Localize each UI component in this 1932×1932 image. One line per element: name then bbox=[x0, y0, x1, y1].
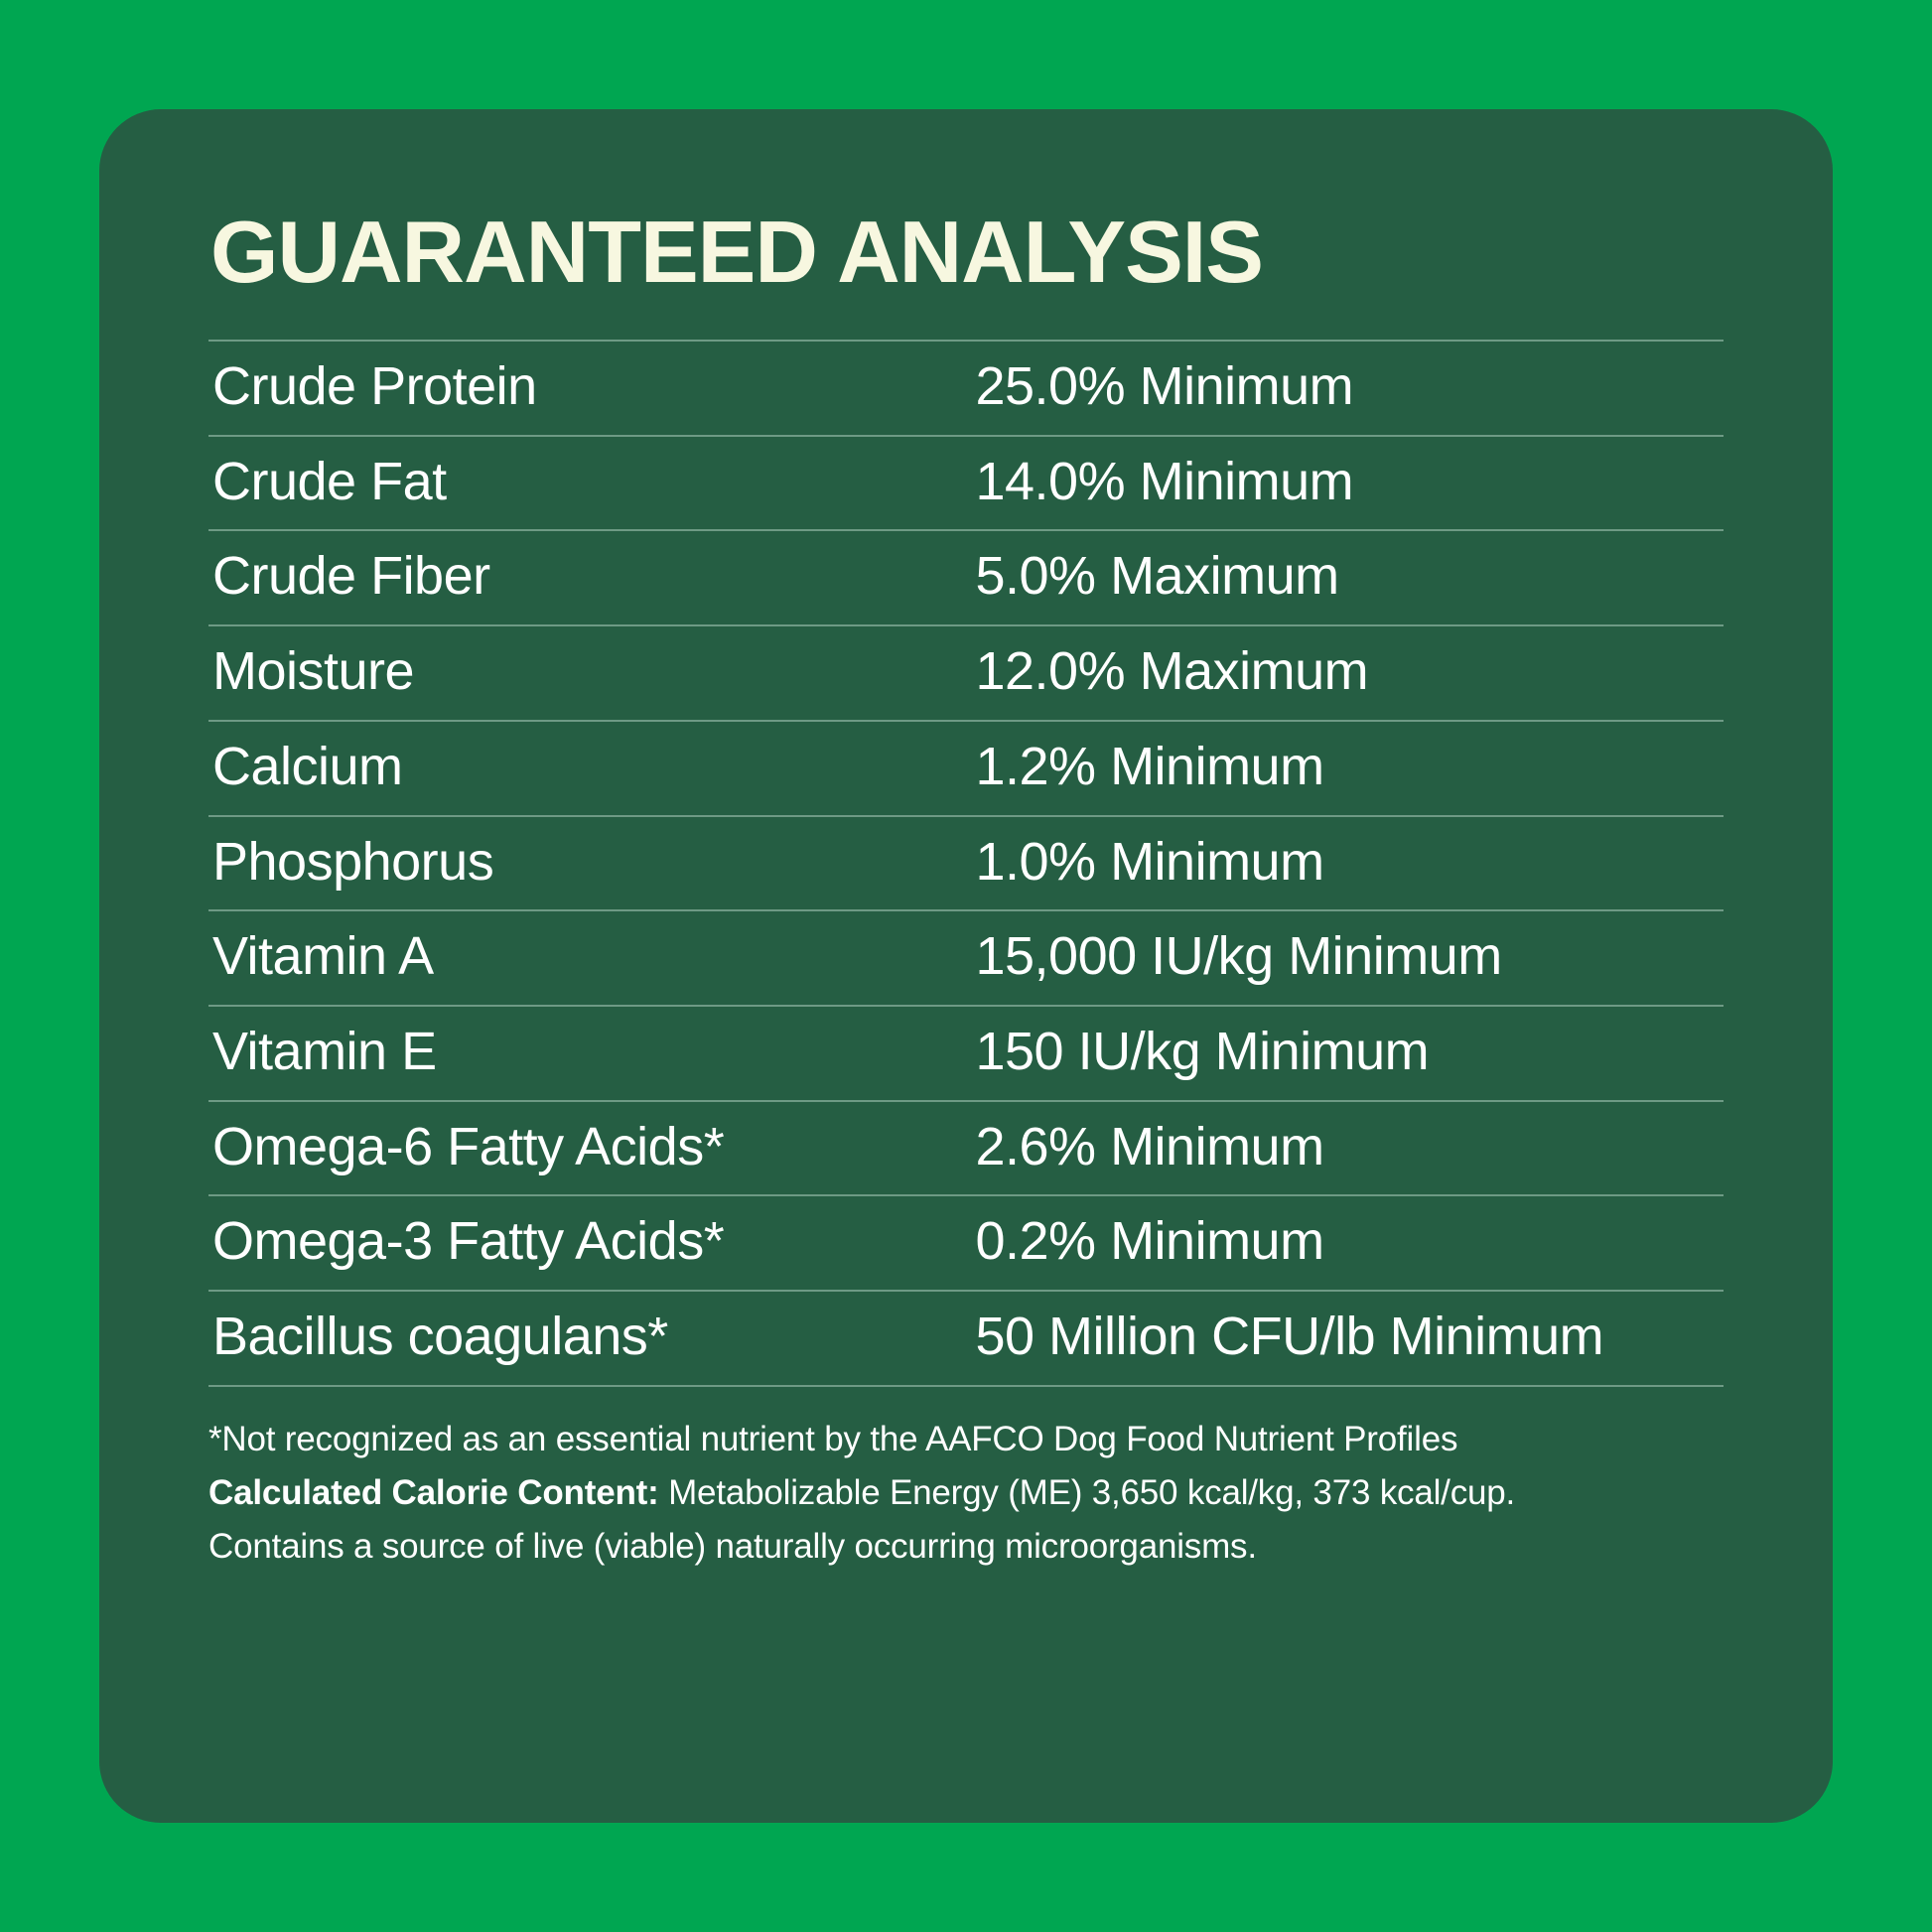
nutrient-name: Calcium bbox=[212, 736, 403, 796]
nutrient-value: 50 Million CFU/lb Minimum bbox=[975, 1307, 1604, 1367]
nutrient-value: 25.0% Minimum bbox=[975, 356, 1354, 416]
notes-block bbox=[208, 1413, 1724, 1575]
nutrient-value: 2.6% Minimum bbox=[975, 1116, 1324, 1176]
table-row bbox=[208, 1006, 1724, 1101]
nutrient-value: 5.0% Maximum bbox=[975, 546, 1339, 607]
table-row bbox=[208, 625, 1724, 721]
nutrient-name: Omega-3 Fatty Acids* bbox=[212, 1211, 725, 1272]
guaranteed-analysis-panel bbox=[99, 109, 1833, 1823]
table-row bbox=[208, 910, 1724, 1006]
nutrient-name: Omega-6 Fatty Acids* bbox=[212, 1116, 725, 1176]
nutrient-value: 1.0% Minimum bbox=[975, 831, 1324, 892]
calorie-content-line bbox=[208, 1466, 1724, 1520]
nutrient-value: 14.0% Minimum bbox=[975, 451, 1354, 511]
table-row bbox=[208, 1195, 1724, 1291]
nutrient-name: Phosphorus bbox=[212, 831, 494, 892]
table-row bbox=[208, 1291, 1724, 1386]
nutrient-name: Vitamin E bbox=[212, 1022, 437, 1082]
nutrient-name: Crude Fat bbox=[212, 451, 447, 511]
table-row bbox=[208, 341, 1724, 436]
nutrient-value: 1.2% Minimum bbox=[975, 736, 1324, 796]
calorie-content-label: Calculated Calorie Content: bbox=[208, 1473, 659, 1513]
table-row bbox=[208, 436, 1724, 531]
nutrient-name: Bacillus coagulans* bbox=[212, 1307, 668, 1367]
nutrient-name: Crude Protein bbox=[212, 356, 537, 416]
guaranteed-analysis-table bbox=[208, 340, 1724, 1387]
table-row bbox=[208, 530, 1724, 625]
nutrient-name: Moisture bbox=[212, 641, 415, 702]
calorie-content-value: Metabolizable Energy (ME) 3,650 kcal/kg, 373 kcal/cup. bbox=[668, 1473, 1516, 1513]
page-title: GUARANTEED ANALYSIS bbox=[210, 203, 1263, 301]
nutrient-name: Vitamin A bbox=[212, 926, 434, 987]
table-row bbox=[208, 721, 1724, 816]
nutrient-value: 0.2% Minimum bbox=[975, 1211, 1324, 1272]
nutrient-name: Crude Fiber bbox=[212, 546, 490, 607]
footnote-asterisk: *Not recognized as an essential nutrient by the AAFCO Dog Food Nutrient Profiles bbox=[208, 1419, 1458, 1458]
nutrient-value: 150 IU/kg Minimum bbox=[975, 1022, 1430, 1082]
nutrient-value: 15,000 IU/kg Minimum bbox=[975, 926, 1502, 987]
nutrient-value: 12.0% Maximum bbox=[975, 641, 1369, 702]
table-row bbox=[208, 1101, 1724, 1196]
table-row bbox=[208, 816, 1724, 911]
microorganisms-note: Contains a source of live (viable) naturally occurring microorganisms. bbox=[208, 1527, 1257, 1567]
